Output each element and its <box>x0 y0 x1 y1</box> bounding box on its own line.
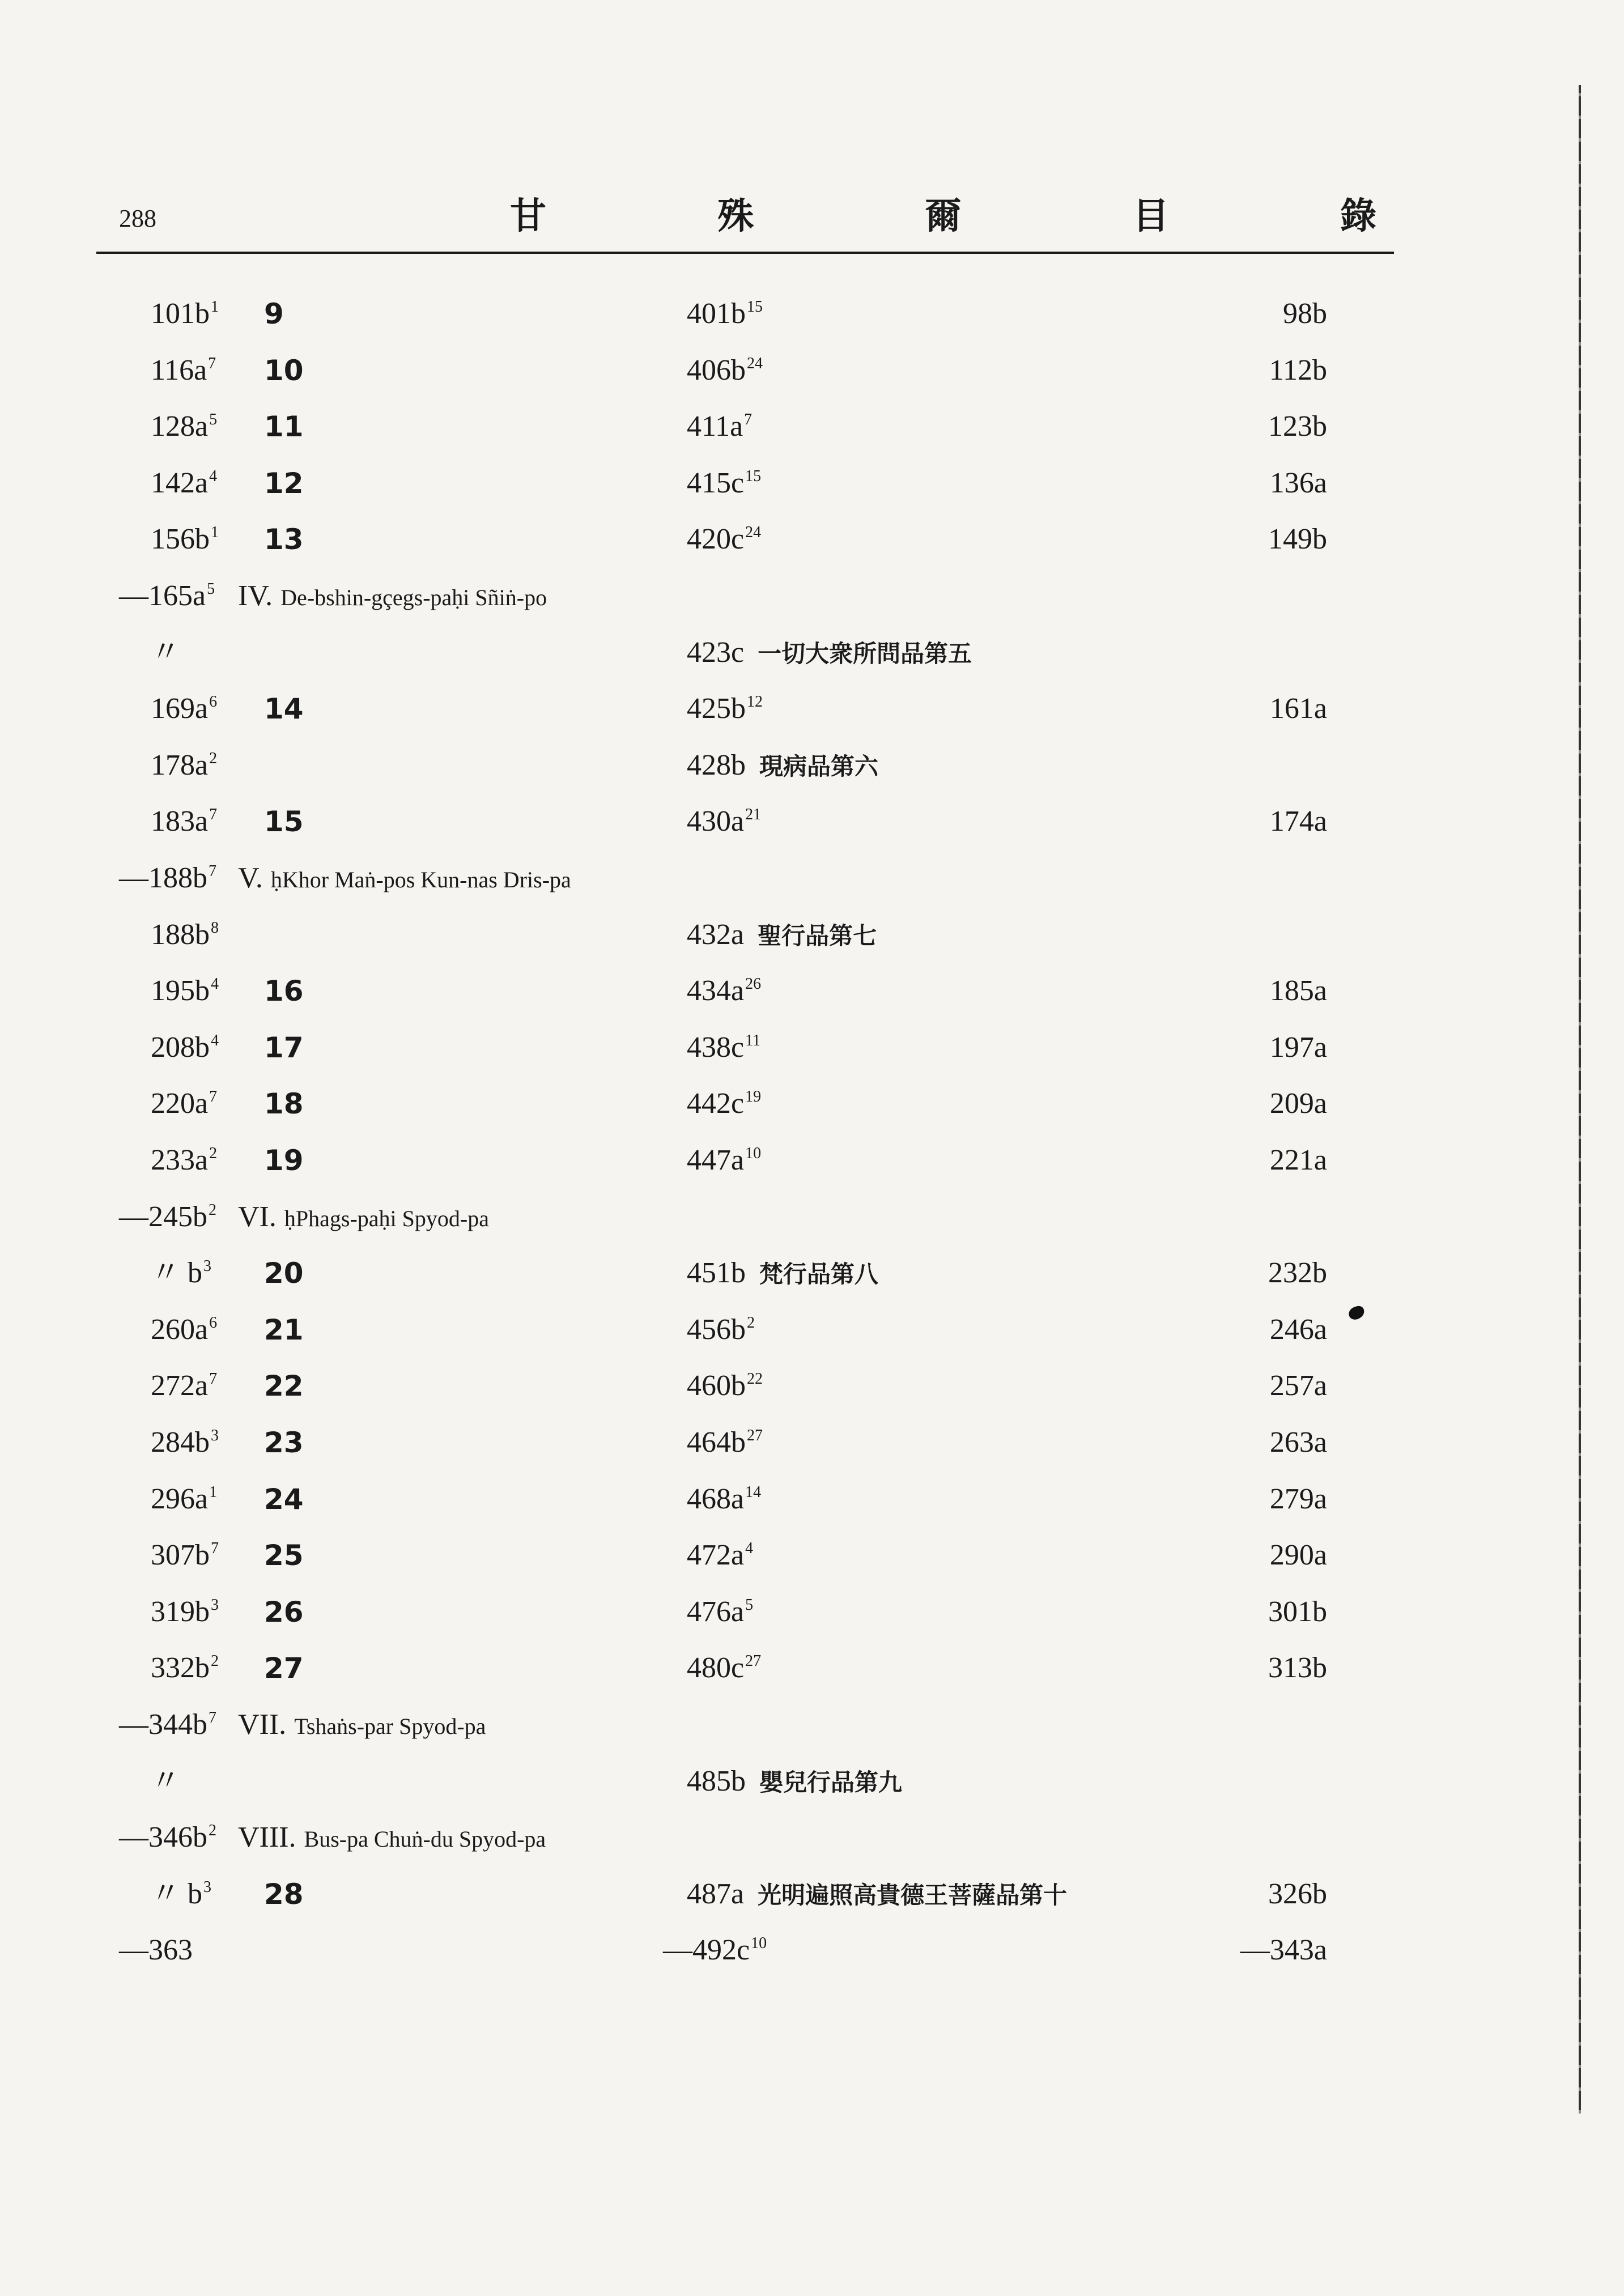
taisho-ref-sup: 27 <box>747 1427 763 1444</box>
section-number: 21 <box>264 1313 304 1346</box>
folio-ref-sup: 7 <box>209 862 216 880</box>
folio-ref <box>151 517 219 567</box>
folio-ref <box>151 743 217 793</box>
section-number: 15 <box>264 805 304 838</box>
taisho-ref-text: 406b <box>687 354 746 386</box>
table-row <box>0 799 1624 844</box>
taisho-ref <box>687 1420 763 1470</box>
taisho-ref-text: 447a <box>687 1144 745 1176</box>
folio-ref <box>151 630 180 675</box>
taisho-ref-sup: 26 <box>745 975 762 993</box>
taisho-ref-sup: 7 <box>744 411 753 428</box>
taisho-ref <box>687 348 763 398</box>
folio-ref <box>151 348 216 398</box>
page-title: 甘 殊 爾 目 錄 <box>510 195 1456 237</box>
folio-ref-text: 233a <box>151 1144 209 1176</box>
taisho-ref <box>687 404 752 454</box>
table-row <box>0 461 1624 506</box>
folio-ref-text: 〃 b <box>151 1878 203 1910</box>
folio-ref-text: 183a <box>151 805 209 837</box>
section-number: 13 <box>264 523 304 556</box>
page-ref: —343a <box>1240 1934 1327 1966</box>
table-row <box>0 686 1624 732</box>
taisho-ref <box>687 1307 755 1357</box>
page-ref: 257a <box>1269 1370 1327 1402</box>
page-ref: 221a <box>1269 1144 1327 1176</box>
table-row <box>0 517 1624 562</box>
folio-ref <box>151 1081 217 1131</box>
folio-ref-sup: 1 <box>209 1483 218 1501</box>
section-number: 24 <box>264 1483 304 1516</box>
taisho-ref-text: 442c <box>687 1087 745 1120</box>
taisho-ref-text: 420c <box>687 523 745 555</box>
folio-ref-text: 188b <box>151 919 210 951</box>
folio-ref-sup: 1 <box>211 298 219 316</box>
page-ref: 98b <box>1283 297 1327 330</box>
chapter-heading <box>238 573 547 620</box>
folio-ref-text: 142a <box>151 467 209 499</box>
folio-ref-text: 260a <box>151 1313 209 1346</box>
taisho-ref-sup: 15 <box>747 298 763 316</box>
taisho-ref-sup: 15 <box>745 467 762 485</box>
taisho-ref-text: 472a <box>687 1539 745 1571</box>
chapter-title: ḥPhags-paḥi Spyod-pa <box>284 1206 489 1231</box>
chapter-title: De-bshin-gçegs-paḥi Sñiṅ-po <box>280 585 547 610</box>
folio-ref-text: 319b <box>151 1596 210 1628</box>
taisho-ref <box>687 517 761 567</box>
page-ref: 112b <box>1269 354 1327 386</box>
taisho-ref-text: 411a <box>687 410 743 443</box>
taisho-ref-sup: 22 <box>747 1370 763 1388</box>
page-number: 288 <box>119 205 156 232</box>
folio-ref-text: —245b <box>119 1201 207 1233</box>
taisho-ref-sup: 5 <box>745 1596 754 1614</box>
table-row <box>0 1533 1624 1578</box>
chapter-numeral: VII. <box>238 1708 287 1741</box>
table-row <box>0 573 1624 619</box>
taisho-ref <box>687 1138 761 1188</box>
taisho-ref-text: 430a <box>687 805 745 837</box>
table-row <box>0 1702 1624 1747</box>
taisho-ref-text: 423c <box>687 636 745 669</box>
page-ref: 209a <box>1269 1087 1327 1120</box>
table-row <box>0 1815 1624 1860</box>
taisho-ref-text: 487a <box>687 1878 745 1910</box>
folio-ref-text: —188b <box>119 862 207 894</box>
folio-ref-sup: 2 <box>209 1822 216 1839</box>
folio-ref-sup: 4 <box>211 1032 219 1049</box>
folio-ref-text: 128a <box>151 410 209 443</box>
section-number: 16 <box>264 975 304 1007</box>
taisho-ref-text: 434a <box>687 975 745 1007</box>
taisho-ref-sup: 4 <box>745 1540 754 1557</box>
taisho-ref <box>687 1872 1067 1918</box>
folio-ref <box>151 1533 219 1583</box>
page-ref: 174a <box>1269 805 1327 837</box>
folio-ref <box>151 1872 211 1921</box>
page-ref: 197a <box>1269 1031 1327 1064</box>
chapter-title: Tshaṅs-par Spyod-pa <box>294 1714 486 1739</box>
page-ref: 123b <box>1268 410 1327 443</box>
folio-ref-sup: 5 <box>209 411 218 428</box>
folio-ref-sup: 7 <box>209 1370 218 1388</box>
taisho-ref <box>687 743 878 789</box>
folio-ref-text: 169a <box>151 692 209 725</box>
section-number: 26 <box>264 1596 304 1629</box>
table-row <box>0 1646 1624 1691</box>
section-number: 14 <box>264 692 304 725</box>
page-ref: 279a <box>1269 1483 1327 1515</box>
taisho-ref-text: 468a <box>687 1483 745 1515</box>
folio-ref <box>151 1138 217 1188</box>
taisho-ref-sup: 24 <box>745 524 762 541</box>
taisho-ref-text: 476a <box>687 1596 745 1628</box>
folio-ref-sup: 3 <box>211 1596 219 1614</box>
table-row <box>0 1307 1624 1353</box>
folio-ref <box>151 968 219 1018</box>
page-ref: 313b <box>1268 1652 1327 1684</box>
taisho-ref-sup: 11 <box>745 1032 761 1049</box>
taisho-ref-text: 425b <box>687 692 746 725</box>
chapter-numeral: VI. <box>238 1201 277 1233</box>
folio-ref-text: —346b <box>119 1821 207 1853</box>
taisho-ref-text: 438c <box>687 1031 745 1064</box>
taisho-ref <box>687 630 972 677</box>
folio-ref <box>151 1759 180 1804</box>
taisho-ref <box>687 912 877 959</box>
taisho-ref <box>687 1589 753 1639</box>
chapter-heading <box>238 1815 546 1862</box>
table-row <box>0 1081 1624 1126</box>
folio-ref-text: 208b <box>151 1031 210 1064</box>
table-row <box>0 1251 1624 1296</box>
table-row <box>0 1363 1624 1409</box>
table-row <box>0 1025 1624 1070</box>
page-ref: 326b <box>1268 1878 1327 1910</box>
taisho-ref-text: 456b <box>687 1313 746 1346</box>
taisho-ref <box>687 1646 761 1695</box>
folio-ref-sup: 2 <box>211 1652 219 1670</box>
taisho-ref-text: 401b <box>687 297 746 330</box>
taisho-ref-text: 451b <box>687 1257 746 1289</box>
folio-ref-sup: 6 <box>209 1314 218 1332</box>
folio-ref <box>151 1477 217 1527</box>
table-row <box>0 630 1624 675</box>
folio-ref-text: 220a <box>151 1087 209 1120</box>
page-ref: 149b <box>1268 523 1327 555</box>
folio-ref-sup: 6 <box>209 693 218 711</box>
taisho-ref <box>687 461 761 511</box>
folio-ref-sup: 7 <box>211 1540 219 1557</box>
folio-ref-sup: 3 <box>203 1878 212 1896</box>
folio-ref-text: 〃 <box>151 1765 181 1797</box>
taisho-ref-text: 464b <box>687 1426 746 1459</box>
page-ref: 161a <box>1269 692 1327 725</box>
table-row <box>0 968 1624 1014</box>
table-row <box>0 291 1624 337</box>
folio-ref <box>119 856 216 905</box>
folio-ref <box>151 1307 217 1357</box>
folio-ref-text: 195b <box>151 975 210 1007</box>
folio-ref <box>151 1025 219 1075</box>
folio-ref-sup: 1 <box>211 524 219 541</box>
section-number: 20 <box>264 1257 304 1290</box>
taisho-ref-sup: 2 <box>747 1314 755 1332</box>
folio-ref-sup: 4 <box>211 975 219 993</box>
chinese-chapter-title: 一切大衆所問品第五 <box>758 640 972 667</box>
section-number: 22 <box>264 1370 304 1402</box>
folio-ref-sup: 7 <box>209 1709 216 1727</box>
table-row <box>0 1194 1624 1240</box>
folio-ref <box>151 291 219 341</box>
chinese-chapter-title: 光明遍照高貴德王菩薩品第十 <box>758 1881 1068 1909</box>
folio-ref <box>151 1420 219 1470</box>
page-ref: 301b <box>1268 1596 1327 1628</box>
folio-ref-text: 307b <box>151 1539 210 1571</box>
taisho-ref-text: 432a <box>687 919 745 951</box>
folio-ref <box>151 461 217 511</box>
taisho-ref <box>687 1025 760 1075</box>
section-number: 11 <box>264 410 304 443</box>
folio-ref <box>151 1589 219 1639</box>
folio-ref-sup: 7 <box>208 355 216 372</box>
taisho-ref-sup: 10 <box>751 1934 767 1952</box>
folio-ref <box>119 573 215 623</box>
taisho-ref-sup: 21 <box>745 806 762 823</box>
folio-ref-text: —363 <box>119 1934 193 1966</box>
folio-ref <box>119 1702 216 1752</box>
taisho-ref <box>687 291 763 341</box>
page-ref: 263a <box>1269 1426 1327 1459</box>
folio-ref-sup: 7 <box>209 1088 218 1106</box>
table-row <box>0 1477 1624 1522</box>
section-number: 23 <box>264 1426 304 1459</box>
folio-ref-text: 296a <box>151 1483 209 1515</box>
table-row <box>0 743 1624 788</box>
table-row <box>0 348 1624 393</box>
taisho-ref <box>687 1477 761 1527</box>
folio-ref-sup: 2 <box>209 1145 218 1162</box>
table-row <box>0 1872 1624 1917</box>
chapter-heading <box>238 1702 486 1749</box>
folio-ref-sup: 5 <box>207 580 215 598</box>
folio-ref <box>151 404 217 454</box>
table-row <box>0 912 1624 958</box>
folio-ref-text: 〃 <box>151 636 181 669</box>
page-ref: 185a <box>1269 975 1327 1007</box>
section-number: 17 <box>264 1031 304 1064</box>
taisho-ref-sup: 14 <box>745 1483 762 1501</box>
taisho-ref-text: 485b <box>687 1765 746 1797</box>
folio-ref-text: 116a <box>151 354 207 386</box>
folio-ref <box>151 1251 211 1300</box>
taisho-ref-sup: 12 <box>747 693 763 711</box>
chinese-chapter-title: 現病品第六 <box>759 752 879 780</box>
taisho-ref-text: 480c <box>687 1652 745 1684</box>
chinese-chapter-title: 梵行品第八 <box>759 1260 879 1288</box>
taisho-ref <box>687 686 763 736</box>
folio-ref-sup: 3 <box>203 1257 212 1275</box>
table-row <box>0 1759 1624 1804</box>
table-row <box>0 856 1624 901</box>
table-row <box>0 1420 1624 1465</box>
folio-ref-sup: 2 <box>209 1201 216 1219</box>
folio-ref-sup: 4 <box>209 467 218 485</box>
table-row <box>0 1589 1624 1635</box>
page-ref: 232b <box>1268 1257 1327 1289</box>
folio-ref-text: 284b <box>151 1426 210 1459</box>
section-number: 28 <box>264 1878 304 1911</box>
section-number: 18 <box>264 1087 304 1120</box>
header-rule <box>96 252 1394 254</box>
taisho-ref <box>687 1759 902 1805</box>
taisho-ref-text: 415c <box>687 467 745 499</box>
folio-ref <box>151 1363 217 1413</box>
folio-ref <box>151 686 217 736</box>
table-row <box>0 1928 1624 1973</box>
chapter-heading <box>238 856 571 903</box>
chapter-numeral: IV. <box>238 580 273 612</box>
chapter-numeral: VIII. <box>238 1821 296 1853</box>
taisho-ref-text: 460b <box>687 1370 746 1402</box>
page-ref: 290a <box>1269 1539 1327 1571</box>
folio-ref <box>119 1815 216 1865</box>
folio-ref-text: —165a <box>119 580 206 612</box>
folio-ref-text: 272a <box>151 1370 209 1402</box>
taisho-ref <box>687 1533 753 1583</box>
page-ref: 246a <box>1269 1313 1327 1346</box>
section-number: 25 <box>264 1539 304 1572</box>
taisho-ref <box>687 968 761 1018</box>
section-number: 27 <box>264 1652 304 1685</box>
folio-ref-sup: 3 <box>211 1427 219 1444</box>
chapter-title: Bus-pa Chuṅ-du Spyod-pa <box>304 1826 546 1852</box>
taisho-ref <box>663 1928 767 1978</box>
chinese-chapter-title: 嬰兒行品第九 <box>759 1768 903 1796</box>
taisho-ref-sup: 27 <box>745 1652 762 1670</box>
folio-ref <box>119 1928 193 1973</box>
taisho-ref-sup: 24 <box>747 355 763 372</box>
taisho-ref-sup: 19 <box>745 1088 762 1106</box>
folio-ref-text: —344b <box>119 1708 207 1741</box>
table-row <box>0 1138 1624 1183</box>
chapter-numeral: V. <box>238 862 263 894</box>
table-row <box>0 404 1624 449</box>
folio-ref <box>151 1646 219 1695</box>
section-number: 9 <box>264 297 284 330</box>
taisho-ref <box>687 799 761 849</box>
folio-ref-sup: 2 <box>209 750 218 767</box>
folio-ref <box>151 799 217 849</box>
taisho-ref-sup: 10 <box>745 1145 762 1162</box>
folio-ref-text: 178a <box>151 749 209 781</box>
folio-ref-text: 332b <box>151 1652 210 1684</box>
taisho-ref <box>687 1363 763 1413</box>
folio-ref-text: 101b <box>151 297 210 330</box>
folio-ref <box>119 1194 216 1244</box>
page-ref: 136a <box>1269 467 1327 499</box>
chapter-heading <box>238 1194 489 1241</box>
section-number: 10 <box>264 354 304 387</box>
folio-ref <box>151 912 219 962</box>
chapter-title: ḥKhor Maṅ-pos Kun-nas Dris-pa <box>270 867 571 892</box>
taisho-ref-text: 428b <box>687 749 746 781</box>
folio-ref-sup: 7 <box>209 806 218 823</box>
taisho-ref <box>687 1081 761 1131</box>
folio-ref-sup: 8 <box>211 919 219 937</box>
chinese-chapter-title: 聖行品第七 <box>758 922 877 950</box>
folio-ref-text: 156b <box>151 523 210 555</box>
section-number: 19 <box>264 1144 304 1177</box>
taisho-ref <box>687 1251 878 1297</box>
section-number: 12 <box>264 467 304 500</box>
taisho-ref-text: —492c <box>663 1934 750 1966</box>
folio-ref-text: 〃 b <box>151 1257 203 1289</box>
